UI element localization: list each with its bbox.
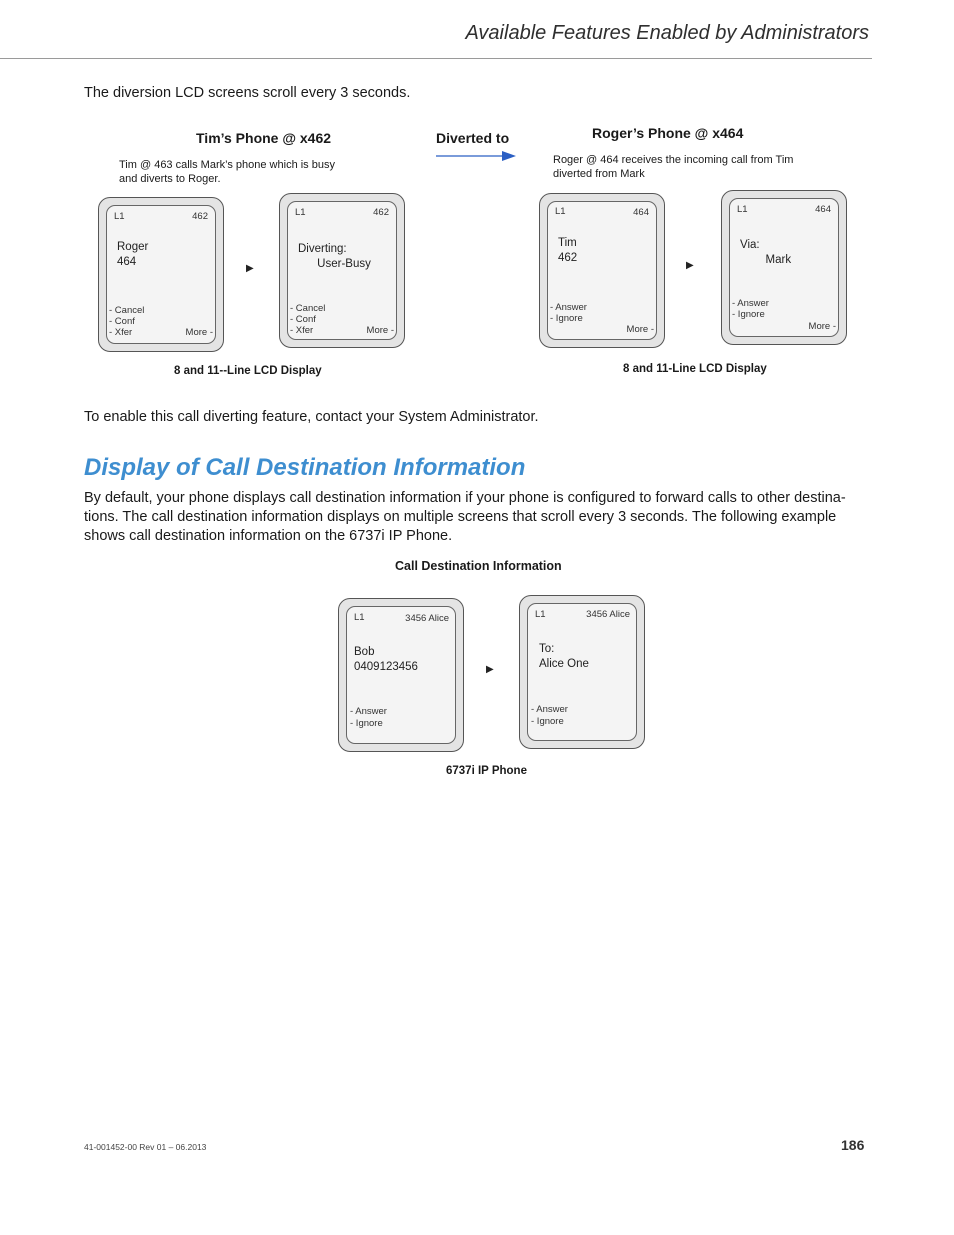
phone-screen-6 xyxy=(519,595,645,749)
softkey-list: - Cancel - Conf - Xfer xyxy=(290,303,326,336)
roger-note: Roger @ 464 receives the incoming call from Tim diverted from Mark xyxy=(553,154,794,180)
figure2-caption: 6737i IP Phone xyxy=(446,765,527,777)
extension-label: 462 xyxy=(373,207,389,218)
line-indicator: L1 xyxy=(354,612,365,623)
softkey-list: - Answer - Ignore xyxy=(531,704,568,727)
intro-text: The diversion LCD screens scroll every 3 seconds. xyxy=(84,85,411,101)
paragraph-line: shows call destination information on the 6737i IP Phone. xyxy=(84,528,453,544)
extension-label: 3456 Alice xyxy=(586,609,630,620)
more-softkey: More - xyxy=(185,327,213,338)
figure2-title: Call Destination Information xyxy=(395,559,562,573)
more-softkey: More - xyxy=(808,321,836,332)
phone-screen-2 xyxy=(279,193,405,348)
line-indicator: L1 xyxy=(737,204,748,215)
diverted-to-label: Diverted to xyxy=(436,130,510,146)
diverted-arrow-icon xyxy=(436,149,518,163)
phone-screen-5 xyxy=(338,598,464,752)
enable-text: To enable this call diverting feature, contact your System Administrator. xyxy=(84,409,539,425)
phone-screen-3 xyxy=(539,193,665,348)
diverting-info: Diverting: User-Busy xyxy=(298,243,371,270)
rogers-phone-label: Roger’s Phone @ x464 xyxy=(592,125,744,141)
next-screen-arrow-icon: ▶ xyxy=(486,664,494,675)
caller-info: Tim 462 xyxy=(558,237,578,264)
softkey-list: - Cancel - Conf - Xfer xyxy=(109,305,145,338)
header-divider xyxy=(0,58,872,59)
header-section-title: Available Features Enabled by Administrators xyxy=(465,22,869,44)
extension-label: 462 xyxy=(192,211,208,222)
softkey-list: - Answer - Ignore xyxy=(550,302,587,324)
section-heading: Display of Call Destination Information xyxy=(84,454,526,481)
destination-info: To: Alice One xyxy=(539,643,589,670)
extension-label: 464 xyxy=(633,207,649,218)
tims-phone-label: Tim’s Phone @ x462 xyxy=(196,130,332,146)
tim-note: Tim @ 463 calls Mark’s phone which is busy and diverts to Roger. xyxy=(119,159,335,185)
phone-screen-4 xyxy=(721,190,847,345)
softkey-list: - Answer - Ignore xyxy=(350,706,387,729)
softkey-list: - Answer - Ignore xyxy=(732,298,769,320)
more-softkey: More - xyxy=(626,324,654,335)
caller-info: Bob 0409123456 xyxy=(354,646,418,673)
line-indicator: L1 xyxy=(295,207,306,218)
figure1-caption-left: 8 and 11--Line LCD Display xyxy=(174,365,322,377)
page-number: 186 xyxy=(841,1137,865,1153)
via-info: Via: Mark xyxy=(740,239,792,266)
phone-screen-1 xyxy=(98,197,224,352)
section-paragraph xyxy=(84,489,874,546)
footer-doc-ref: 41-001452-00 Rev 01 – 06.2013 xyxy=(84,1142,207,1152)
next-screen-arrow-icon: ▶ xyxy=(246,263,254,274)
figure1-caption-right: 8 and 11-Line LCD Display xyxy=(623,363,767,375)
paragraph-line: tions. The call destination information displays on multiple screens that scroll every 3 seconds. The following example xyxy=(84,509,837,525)
caller-info: Roger 464 xyxy=(117,241,149,268)
paragraph-line: By default, your phone displays call destination information if your phone is configured to forward calls to other destina- xyxy=(84,490,846,506)
next-screen-arrow-icon: ▶ xyxy=(686,260,694,271)
extension-label: 3456 Alice xyxy=(405,613,449,624)
line-indicator: L1 xyxy=(535,609,546,620)
extension-label: 464 xyxy=(815,204,831,215)
more-softkey: More - xyxy=(366,325,394,336)
line-indicator: L1 xyxy=(114,211,125,222)
line-indicator: L1 xyxy=(555,206,566,217)
